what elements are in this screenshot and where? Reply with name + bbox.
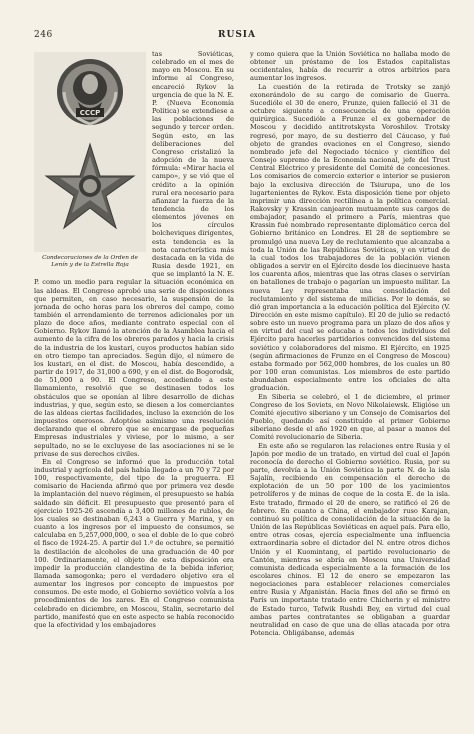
right-paragraph-4: En este año se regularon las relaciones entre Rusia y el Japón por medio de un tratado, en virtud del cual el Japón reconocía de derecho el Gobierno soviético. Rusia, por su parte, devolvía a la Unión Soviética la parte N. de la isla Sajalín, recibiendo en compensación el derecho de explotación de un 50 por 100 de los yacimientos petrolíferos y de minas de coque de la costa E. de la isla. Este tratado, firmado el 20 de enero, se ratificó el 26 de febrero. En cuanto a China, el embajador ruso Karajan, continuó su política de consolidación de la situación de la Unión de las Repúblicas Soviéticas en aquel país. Para ello, entre otras cosas, ejercía especialmente una influencia extraordinaria sobre el dictador del N. entre otros dichos Unión y el Kuomintang, el partido revolucionario de Cantón, mientras se abría en Moscou una Universidad comunista dedicada especialmente a la formación de los escolares chinos. El 12 de enero se empezaron las negociaciones para establecer relaciones comerciales entre Rusia y Afganistán. Hacia fines del año se firmó en París un importante tratado entre Chicherin y el ministro de Estado turco, Tefwik Rushdi Bey, en virtud del cual ambas partes contratantes se obligaban a guardar neutralidad en caso de que una de ellas atacada por otra Potencia. Obligábanse, además [250, 441, 450, 638]
order-medals-image [34, 52, 146, 252]
figure-caption: Condecoraciones de la Orden de Lenín y de la Estrella Roja [42, 255, 138, 268]
left-paragraph-1: tas Soviéticas, celebrado en el mes de mayo en Moscou. En su informe al Congreso, encareció Rykov la urgencia de que la N. E. P. (Nueva Economía Política) se extendiese a las poblaciones de segundo y tercer orden. Según esto, en las deliberaciones del Congreso cristalizó la adopción de la nueva fórmula: «Mirar hacia el campo», y se vió que el crédito a la opinión rural era necesario para afianzar la fuerza de la tendencia de los elementos jóvenes en los círculos bolcheviques dirigentes, esta tendencia es la nota característica más destacada en la vida de Rusia desde 1921, en que se implantó la N. E. P. como un medio para regular la situación económica en las aldeas. El Congreso aprobó una serie de disposiciones que permiten, en caso necesario, la suspensión de la jornada de ocho horas para los obreros del campo, como también el arrendamiento de terrenos adicionales por un plazo de doce años, mediante contrato especial con el Gobierno. Rykov llamó la atención de la Asamblea hacia el aumento de la cifra de los obreros parados y hacia la crisis de la industria de los kustari, cuyos productos habían sido en otro tiempo tan apreciados. Según dijo, el número de los kustari, en el dist. de Moscou, había descendido, a partir de 1917, de 31,000 a 690, y en el dist. de Bogorodsk, de 51,000 a 90. El Congreso, accediendo a este llamamiento, resolvió que se destinasen todos los obstáculos que se oponían al libre desarrollo de dichas industrias, y que, según esto, se diesen a los comerciantes de las aldeas ciertas facilidades, incluso la exención de los impuestos onerosos. Adoptóse asimismo una resolución declarando que el obrero que se encargase de pequeñas Empresas industriales y viviese, por lo mismo, a ser sepultado, no se le excluyese de las asociaciones ni se le privase de sus derechos civiles. [34, 50, 234, 458]
right-column [250, 50, 450, 700]
running-title: RUSIA [217, 30, 257, 40]
left-paragraph-2: En el Congreso se informó que la producción total industrial y agrícola del país había llegado a un 70 y 72 por 100, respectivamente, del tipo de la preguerra. El comisario de Hacienda afirmó que por primera vez desde la implantación del nuevo régimen, el presupuesto se había saldado sin déficit. El presupuesto que presentó para el ejercicio 1925-26 ascendía a 3,400 millones de rublos, de los cuales se destinaban 6,243 a Guerra y Marina, y en cuanto a los ingresos por el impuesto de consumos, se calculaba en 5,257,000,000, o sea el doble de lo que cobró el fisco de 1924-25. A partir del 1.º de octubre, se permitió la destilación de alcoholes de una graduación de 40 por 100. Ordinariamente, el objeto de esta disposición era impedir la producción clandestina de la bebida inferior, llamada samogonka; pero el verdadero objetivo era el aumentar los ingresos por concepto de impuestos por consumos. De este modo, el Gobierno soviético volvía a los procedimientos de los zares. En el Congreso comunista celebrado en diciembre, en Moscou, Stalin, secretario del partido, manifestó que en este aspecto se había reconocido que la efectividad y los embajadores [34, 457, 234, 629]
left-column [34, 50, 234, 700]
running-header [34, 30, 440, 44]
medal-figure [34, 52, 146, 269]
right-paragraph-3: En Siberia se celebró, el 1 de diciembre, el primer Congreso de los Soviets, en Novo Nikolaiewsk. Eligióse un Comité ejecutivo siberiano y un Consejo de Comisarios del Pueblo, quedando así constituído el primer Gobierno siberiano desde el año 1920 en que, al pasar a manos del Comité revolucionario de Siberia. [250, 392, 450, 442]
order-of-lenin-icon [57, 59, 123, 125]
page-number: 246 [34, 30, 53, 40]
medal-photo [34, 52, 146, 252]
right-paragraph-2: La cuestión de la retirada de Trotsky se zanjó exonerándolo de su cargo de comisario de Guerra. Sucedióle el 30 de enero, Frunze, quien falleció el 31 de octubre siguiente a consecuencia de una operación quirúrgica. Sucedióle a Frunze el ex gobernador de Moscou y decidido antitrotskysta Voroshilov. Trotsky regresó, por mayo, de su destierro del Cáucaso, y fué objeto de grandes ovaciones en el Congreso, siendo nombrado jefe del Negociado técnico y científico del Consejo supremo de la Economía nacional, jefe del Trust Central Eléctrico y presidente del Comité de concesiones. Los comisarios de comercio exterior e interior se pusieron bajo la exclusiva dirección de Tsiurupa, uno de los lugartenientes de Rykov. Esta disposición tiene por objeto imprimir una dirección rectilínea a la política comercial. Rakovsky y Krassin canjearon mutuamente sus cargos de embajador, pasando el primero a París, mientras que Krassin fué nombrado representante diplomático cerca del Gobierno británico en Londres. El 28 de septiembre se promulgó una nueva Ley de reclutamiento que alcanzaba a toda la Unión de las Repúblicas Soviéticas, y en virtud de la cual todos los trabajadores de la población vienen obligados a servir en el Ejército desde los diecinueve hasta los cuarenta años, mientras que las otras clases o servirían en batallones de trabajo o pagarían un impuesto militar. La nueva Ley representaba una consolidación del reclutamiento y del sistema de milicias. Por lo demás, se dió gran importancia a la educación política del Ejército (V. Dirección en este mismo capítulo). El 20 de julio se redactó sobre esto un nuevo programa para un plazo de dos años y en virtud del cual se educaba a todos los individuos del Ejército para hacerles partidarios convencidos del sistema soviético y colaboradores del mismo. El Ejército, en 1925 (según afirmaciones de Frunze en el Congreso de Moscou) estaba formado por 562,000 hombres, de los cuales un 80 por 100 eran comunistas. Los miembros de este partido abundaban especialmente entre los oficiales de alta graduación. [250, 82, 450, 393]
medal-inscription: CCCP [79, 109, 101, 117]
right-paragraph-1: y como quiera que la Unión Soviética no hallaba modo de obtener un préstamo de los Estados capitalistas occidentales, había de recurrir a otros arbitrios para aumentar los ingresos. [250, 50, 450, 83]
